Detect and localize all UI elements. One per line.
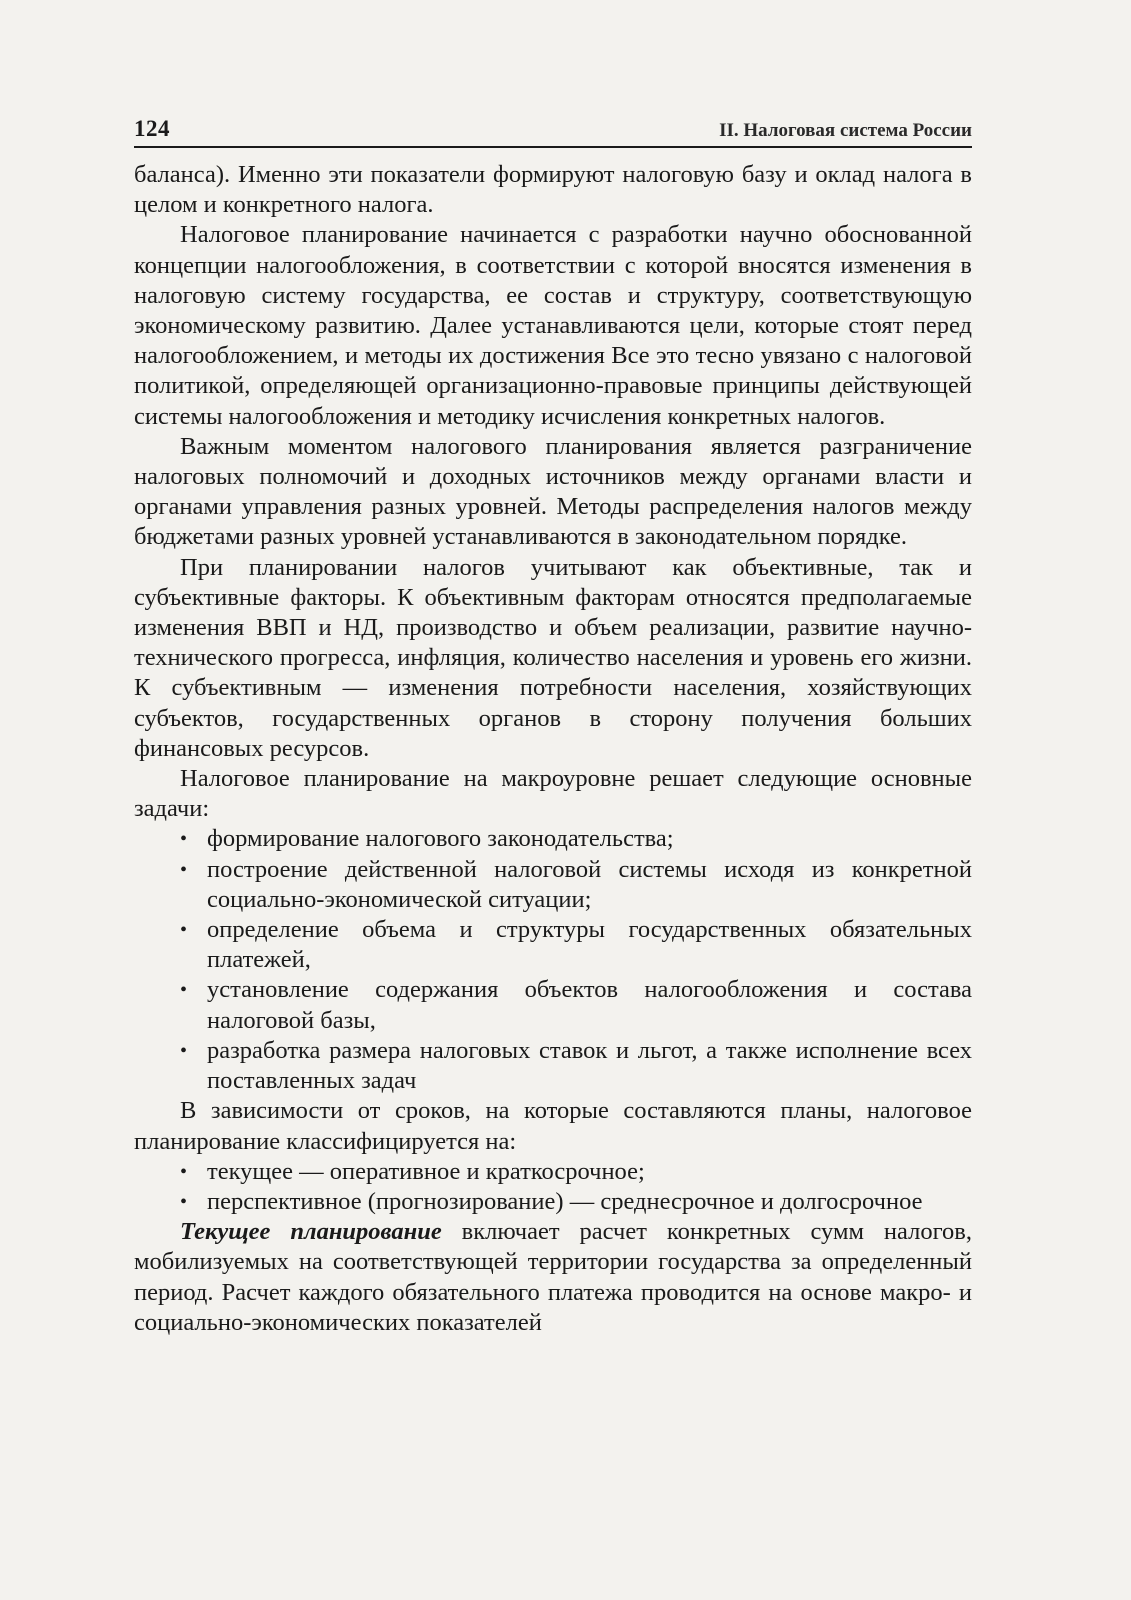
- bullet-icon: [180, 1036, 187, 1066]
- running-head: II. Налоговая система России: [719, 120, 972, 141]
- paragraph-7-text: включает расчет конкретных сумм налогов, мобилизуемых на соответствующей территории государства за определенный период. Расчет каждого обязательного платежа проводится на основе макро- и социально-экономических показателей: [134, 1218, 972, 1336]
- paragraph-7: [134, 1217, 972, 1338]
- list-item-text: установление содержания объектов налогообложения и состава налоговой базы,: [207, 976, 972, 1034]
- paragraph-6: В зависимости от сроков, на которые составляются планы, налоговое планирование классифицируется на:: [134, 1097, 972, 1155]
- bullet-icon: [180, 824, 187, 854]
- tasks-list: [134, 824, 972, 1096]
- page-header: [134, 110, 972, 148]
- list-item: [134, 1157, 972, 1187]
- bullet-icon: [180, 855, 187, 885]
- page-body: [134, 160, 972, 1338]
- paragraph-1: баланса). Именно эти показатели формируют налоговую базу и оклад налога в целом и конкретного налога.: [134, 161, 972, 219]
- list-item: [134, 1187, 972, 1217]
- bullet-icon: [180, 915, 187, 945]
- list-item: [134, 824, 972, 854]
- paragraph-4: При планировании налогов учитывают как объективные, так и субъективные факторы. К объективным факторам относятся предполагаемые изменения ВВП и НД, производство и объем реализации, развитие научно-технического прогресса, инфляция, количество населения и уровень его жизни. К субъективным — изменения потребности населения, хозяйствующих субъектов, государственных органов в сторону получения больших финансовых ресурсов.: [134, 553, 972, 762]
- paragraph-3: Важным моментом налогового планирования является разграничение налоговых полномочий и доходных источников между органами власти и органами управления разных уровней. Методы распределения налогов между бюджетами разных уровней устанавливаются в законодательном порядке.: [134, 432, 972, 551]
- book-page: [134, 110, 972, 1338]
- list-item: [134, 915, 972, 975]
- list-item-text: построение действенной налоговой системы исходя из конкретной социально-экономической ситуации;: [207, 855, 972, 913]
- list-item: [134, 855, 972, 915]
- list-item-text: формирование налогового законодательства;: [207, 825, 674, 853]
- bullet-icon: [180, 1157, 187, 1187]
- list-item-text: определение объема и структуры государственных обязательных платежей,: [207, 916, 972, 974]
- list-item-text: текущее — оперативное и краткосрочное;: [207, 1157, 645, 1185]
- list-item-text: перспективное (прогнозирование) — среднесрочное и долгосрочное: [207, 1187, 923, 1215]
- emphasized-term: Текущее планирование: [180, 1218, 442, 1246]
- paragraph-2: Налоговое планирование начинается с разработки научно обоснованной концепции налогообложения, в соответствии с которой вносятся изменения в налоговую систему государства, ее состав и структуру, соответствующую экономическому развитию. Далее устанавливаются цели, которые стоят перед налогообложением, и методы их достижения Все это тесно увязано с налоговой политикой, определяющей организационно-правовые принципы действующей системы налогообложения и методику исчисления конкретных налогов.: [134, 221, 972, 430]
- list-item: [134, 1036, 972, 1096]
- paragraph-5: Налоговое планирование на макроуровне решает следующие основные задачи:: [134, 765, 972, 823]
- bullet-icon: [180, 1187, 187, 1217]
- planning-types-list: [134, 1157, 972, 1217]
- list-item: [134, 975, 972, 1035]
- page-number: 124: [134, 116, 170, 141]
- bullet-icon: [180, 975, 187, 1005]
- list-item-text: разработка размера налоговых ставок и льгот, а также исполнение всех поставленных задач: [207, 1036, 972, 1095]
